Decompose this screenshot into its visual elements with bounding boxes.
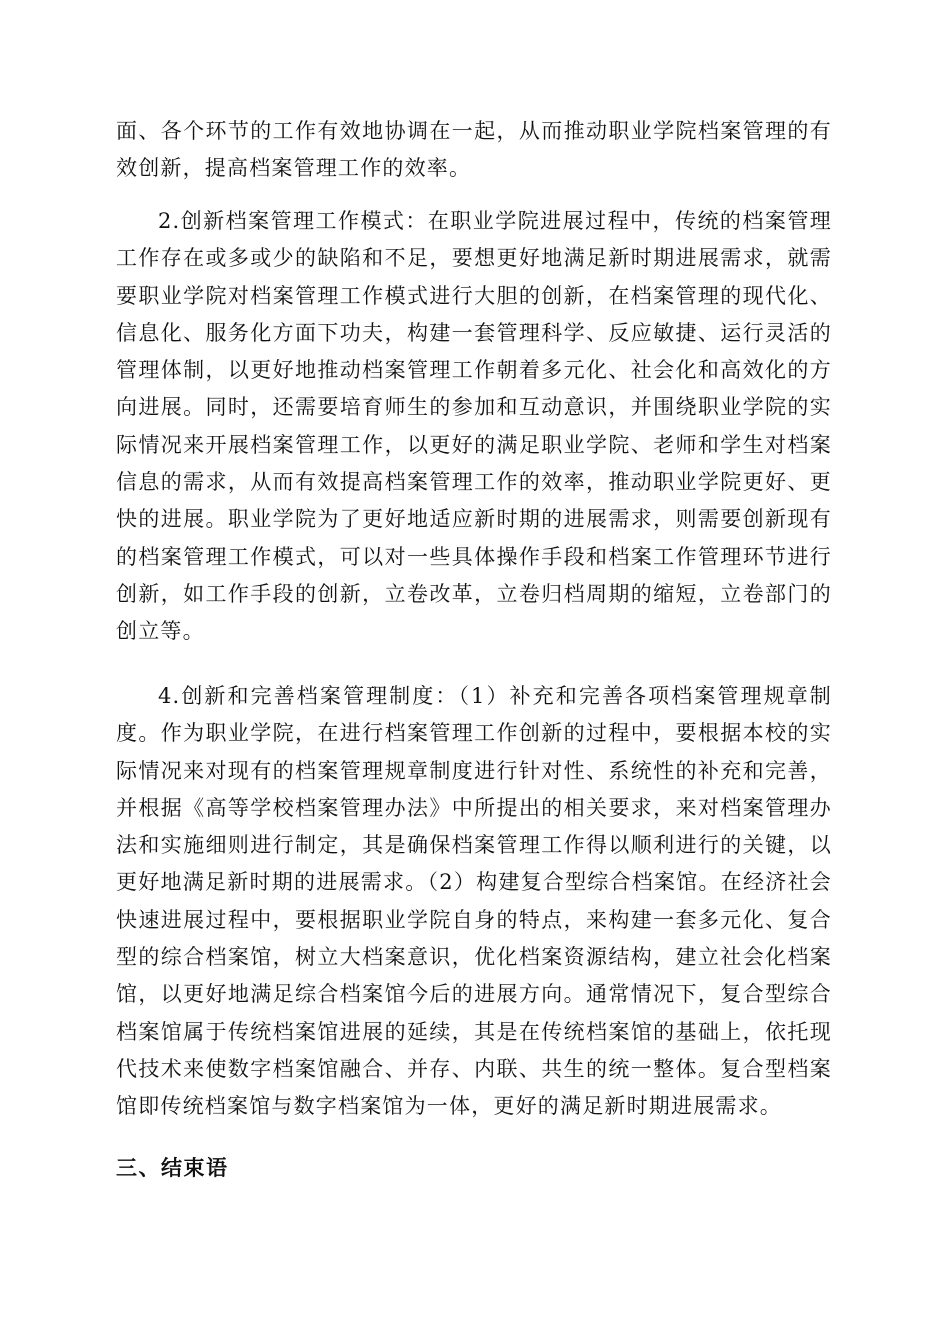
paragraph-work-mode-innovation: 2.创新档案管理工作模式：在职业学院进展过程中，传统的档案管理工作存在或多或少的缺陷和不足，要想更好地满足新时期进展需求，就需要职业学院对档案管理工作模式进行大胆的创新，在档案管理的现代化、信息化、服务化方面下功夫，构建一套管理科学、反应敏捷、运行灵活的管理体制，以更好地推动档案管理工作朝着多元化、社会化和高效化的方向进展。同时，还需要培育师生的参加和互动意识，并围绕职业学院的实际情况来开展档案管理工作，以更好的满足职业学院、老师和学生对档案信息的需求，从而有效提高档案管理工作的效率，推动职业学院更好、更快的进展。职业学院为了更好地适应新时期的进展需求，则需要创新现有的档案管理工作模式，可以对一些具体操作手段和档案工作管理环节进行创新，如工作手段的创新，立卷改革，立卷归档周期的缩短，立卷部门的创立等。	[116, 209, 832, 644]
paragraph-continuation: 面、各个环节的工作有效地协调在一起，从而推动职业学院档案管理的有效创新，提高档案管理工作的效率。	[116, 119, 832, 181]
paragraph-management-system-innovation: 4.创新和完善档案管理制度：（1）补充和完善各项档案管理规章制度。作为职业学院，在进行档案管理工作创新的过程中，要根据本校的实际情况来对现有的档案管理规章制度进行针对性、系统性的补充和完善，并根据《高等学校档案管理办法》中所提出的相关要求，来对档案管理办法和实施细则进行制定，其是确保档案管理工作得以顺利进行的关键，以更好地满足新时期的进展需求。（2）构建复合型综合档案馆。在经济社会快速进展过程中，要根据职业学院自身的特点，来构建一套多元化、复合型的综合档案馆，树立大档案意识，优化档案资源结构，建立社会化档案馆，以更好地满足综合档案馆今后的进展方向。通常情况下，复合型综合档案馆属于传统档案馆进展的延续，其是在传统档案馆的基础上，依托现代技术来使数字档案馆融合、并存、内联、共生的统一整体。复合型档案馆即传统档案馆与数字档案馆为一体，更好的满足新时期进展需求。	[116, 684, 832, 1119]
section-heading-conclusion: 三、结束语	[116, 1156, 229, 1180]
